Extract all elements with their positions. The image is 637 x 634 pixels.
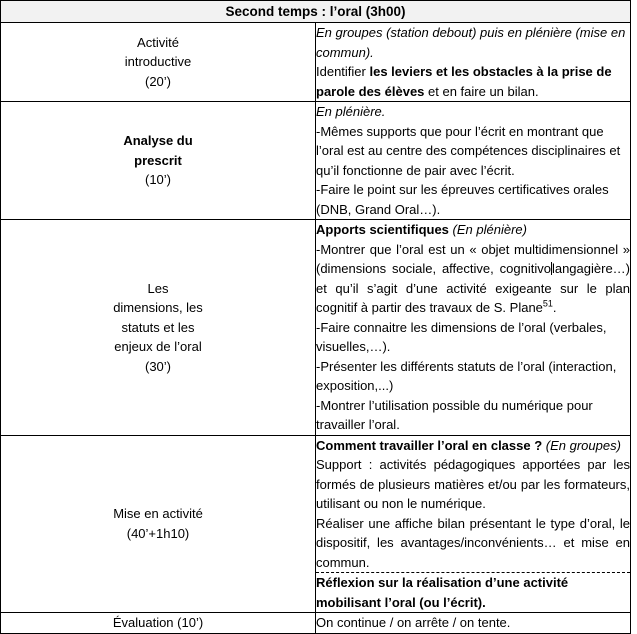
table-row bbox=[1, 102, 631, 220]
table-row bbox=[1, 23, 631, 102]
row-label-analyse-du-prescrit bbox=[1, 102, 316, 220]
content-line bbox=[316, 23, 630, 62]
row-label-line: Évaluation (10’) bbox=[112, 615, 204, 631]
content-text: langagière…) et qu’il s’agit d’une activité exigeante sur le plan cognitif à partir des travaux de S. Plane bbox=[316, 261, 630, 315]
table-row bbox=[1, 435, 631, 613]
content-line: -Présenter les différents statuts de l’oral (interaction, exposition,...) bbox=[316, 358, 617, 393]
banner-title: Second temps : l’oral (3h00) bbox=[1, 1, 631, 23]
row-label-line: (10’) bbox=[144, 172, 171, 188]
content-italic-text: En plénière. bbox=[316, 104, 386, 119]
content-line: -Faire connaitre les dimensions de l’oral (verbales, visuelles,…). bbox=[316, 319, 607, 354]
row-content-evaluation bbox=[316, 613, 631, 634]
content-italic-text: (En plénière) bbox=[448, 222, 527, 237]
row-label-line: dimensions, les bbox=[113, 300, 203, 315]
content-heading bbox=[316, 436, 630, 456]
content-text: Identifier bbox=[316, 64, 370, 79]
content-bold-text: Comment travailler l’oral en classe ? bbox=[316, 437, 543, 453]
content-italic-text: (En groupes) bbox=[542, 437, 621, 453]
content-bold-text: Apports scientifiques bbox=[316, 222, 449, 237]
row-label-line: (20’) bbox=[144, 73, 171, 89]
row-label-line: statuts et les bbox=[121, 319, 195, 335]
content-line: Réaliser une affiche bilan présentant le type d’oral, le dispositif, les avantages/inconvénients… et mise en commun. bbox=[316, 515, 630, 570]
row-label-line: introductive bbox=[124, 54, 192, 70]
content-heading bbox=[316, 220, 630, 240]
row-label-mise-en-activite bbox=[1, 435, 316, 613]
content-line: On continue / on arrête / on tente. bbox=[316, 615, 511, 631]
content-line: -Montrer l’utilisation possible du numérique pour travailler l’oral. bbox=[316, 397, 593, 432]
content-line: -Mêmes supports que pour l’écrit en montrant que l’oral est au centre des compétences disciplinaires et qu’il fonctionne de pair avec l’écrit. bbox=[316, 123, 621, 178]
table-row bbox=[1, 613, 631, 634]
content-italic-text: En groupes (station debout) puis en plénière (mise en commun). bbox=[316, 25, 626, 60]
row-label-line: Les bbox=[147, 280, 169, 296]
content-text: -Montrer que l’oral est un « objet multidimensionnel » (dimensions sociale, affective, cognitivo bbox=[316, 241, 630, 276]
content-line: -Faire le point sur les épreuves certificatives orales (DNB, Grand Oral…). bbox=[316, 182, 609, 217]
content-line bbox=[316, 62, 630, 101]
row-content-analyse-du-prescrit bbox=[316, 102, 631, 220]
content-text: et en faire un bilan. bbox=[424, 83, 539, 99]
row-label-dimensions-statuts-enjeux bbox=[1, 220, 316, 436]
footnote-marker: 51 bbox=[542, 298, 553, 309]
row-content-mise-en-activite bbox=[316, 435, 631, 613]
content-bold-text: Réflexion sur la réalisation d’une activité mobilisant l’oral (ou l’écrit). bbox=[316, 575, 569, 610]
content-line: Support : activités pédagogiques apportées par les formés de plusieurs matières et/ou par les formateurs, utilisant ou non le numérique. bbox=[316, 457, 630, 511]
content-text: . bbox=[552, 300, 557, 315]
content-line bbox=[316, 240, 630, 318]
content-line bbox=[316, 102, 630, 122]
row-label-line: (40’+1h10) bbox=[126, 525, 190, 541]
row-label-line: enjeux de l’oral bbox=[114, 339, 202, 354]
content-footer-note bbox=[316, 572, 630, 612]
table-banner-row bbox=[1, 1, 631, 23]
row-label-line: prescrit bbox=[134, 152, 182, 168]
row-content-activite-introductive bbox=[316, 23, 631, 102]
row-label-line: Analyse du bbox=[123, 133, 193, 149]
row-label-evaluation bbox=[1, 613, 316, 634]
table-row bbox=[1, 220, 631, 436]
row-label-line: Mise en activité bbox=[113, 506, 203, 522]
row-content-dimensions-statuts-enjeux bbox=[316, 220, 631, 436]
row-label-line: (30’) bbox=[144, 358, 171, 374]
row-label-activite-introductive bbox=[1, 23, 316, 102]
content-bold-text: les leviers et les obstacles à la prise de parole des élèves bbox=[316, 64, 612, 99]
row-label-line: Activité bbox=[137, 34, 179, 50]
